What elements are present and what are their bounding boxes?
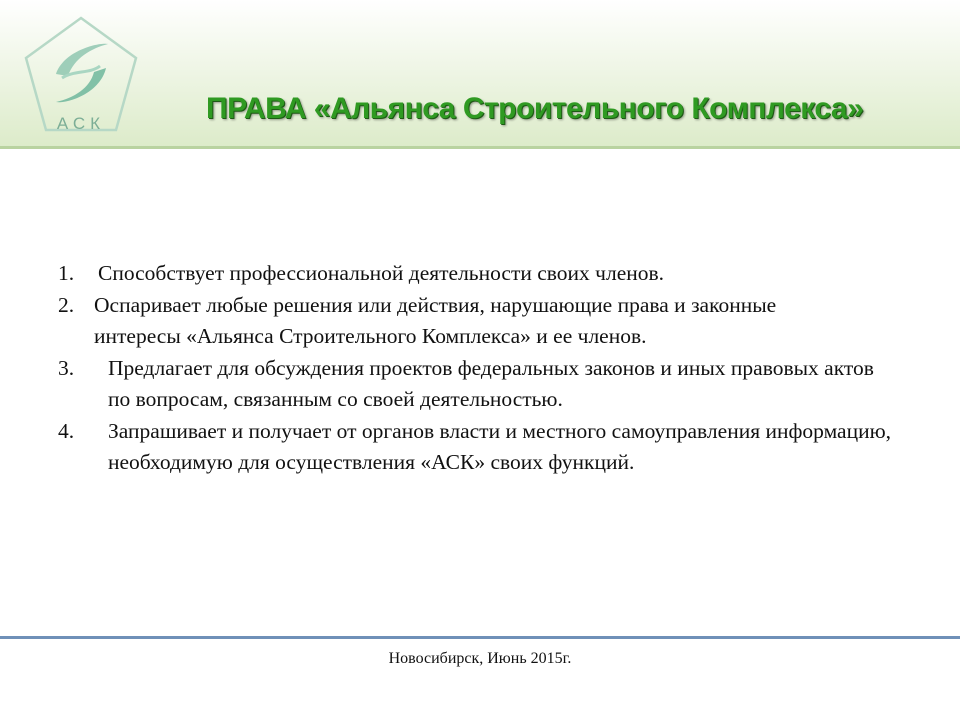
list-item-text: Предлагает для обсуждения проектов федеральных законов и иных правовых актов по вопросам, связанным со своей деятельностью. [108, 355, 874, 411]
header-divider [0, 146, 960, 149]
list-item-number: 3. [58, 355, 75, 380]
list-item [58, 416, 938, 479]
list-item-number: 4. [58, 418, 75, 443]
list-item-number: 2. [58, 292, 75, 317]
logo-text: АСК [56, 114, 106, 133]
footer-text: Новосибирск, Июнь 2015г. [388, 650, 572, 667]
list-item [58, 290, 938, 353]
page-title: ПРАВА «Альянса Строительного Комплекса» [206, 92, 864, 125]
list-item-number: 1. [58, 261, 75, 285]
footer-divider [0, 636, 960, 639]
rights-list [58, 258, 938, 479]
list-item-text: Оспаривает любые решения или действия, нарушающие права и законные интересы «Альянса Строительного Комплекса» и ее членов. [94, 292, 777, 348]
list-item [58, 258, 938, 290]
list-item-text: Способствует профессиональной деятельности своих членов. [98, 261, 665, 285]
list-item [58, 353, 938, 416]
list-item-text: Запрашивает и получает от органов власти и местного самоуправления информацию, необходимую для осуществления «АСК» своих функций. [108, 418, 892, 474]
ask-logo [22, 14, 140, 134]
